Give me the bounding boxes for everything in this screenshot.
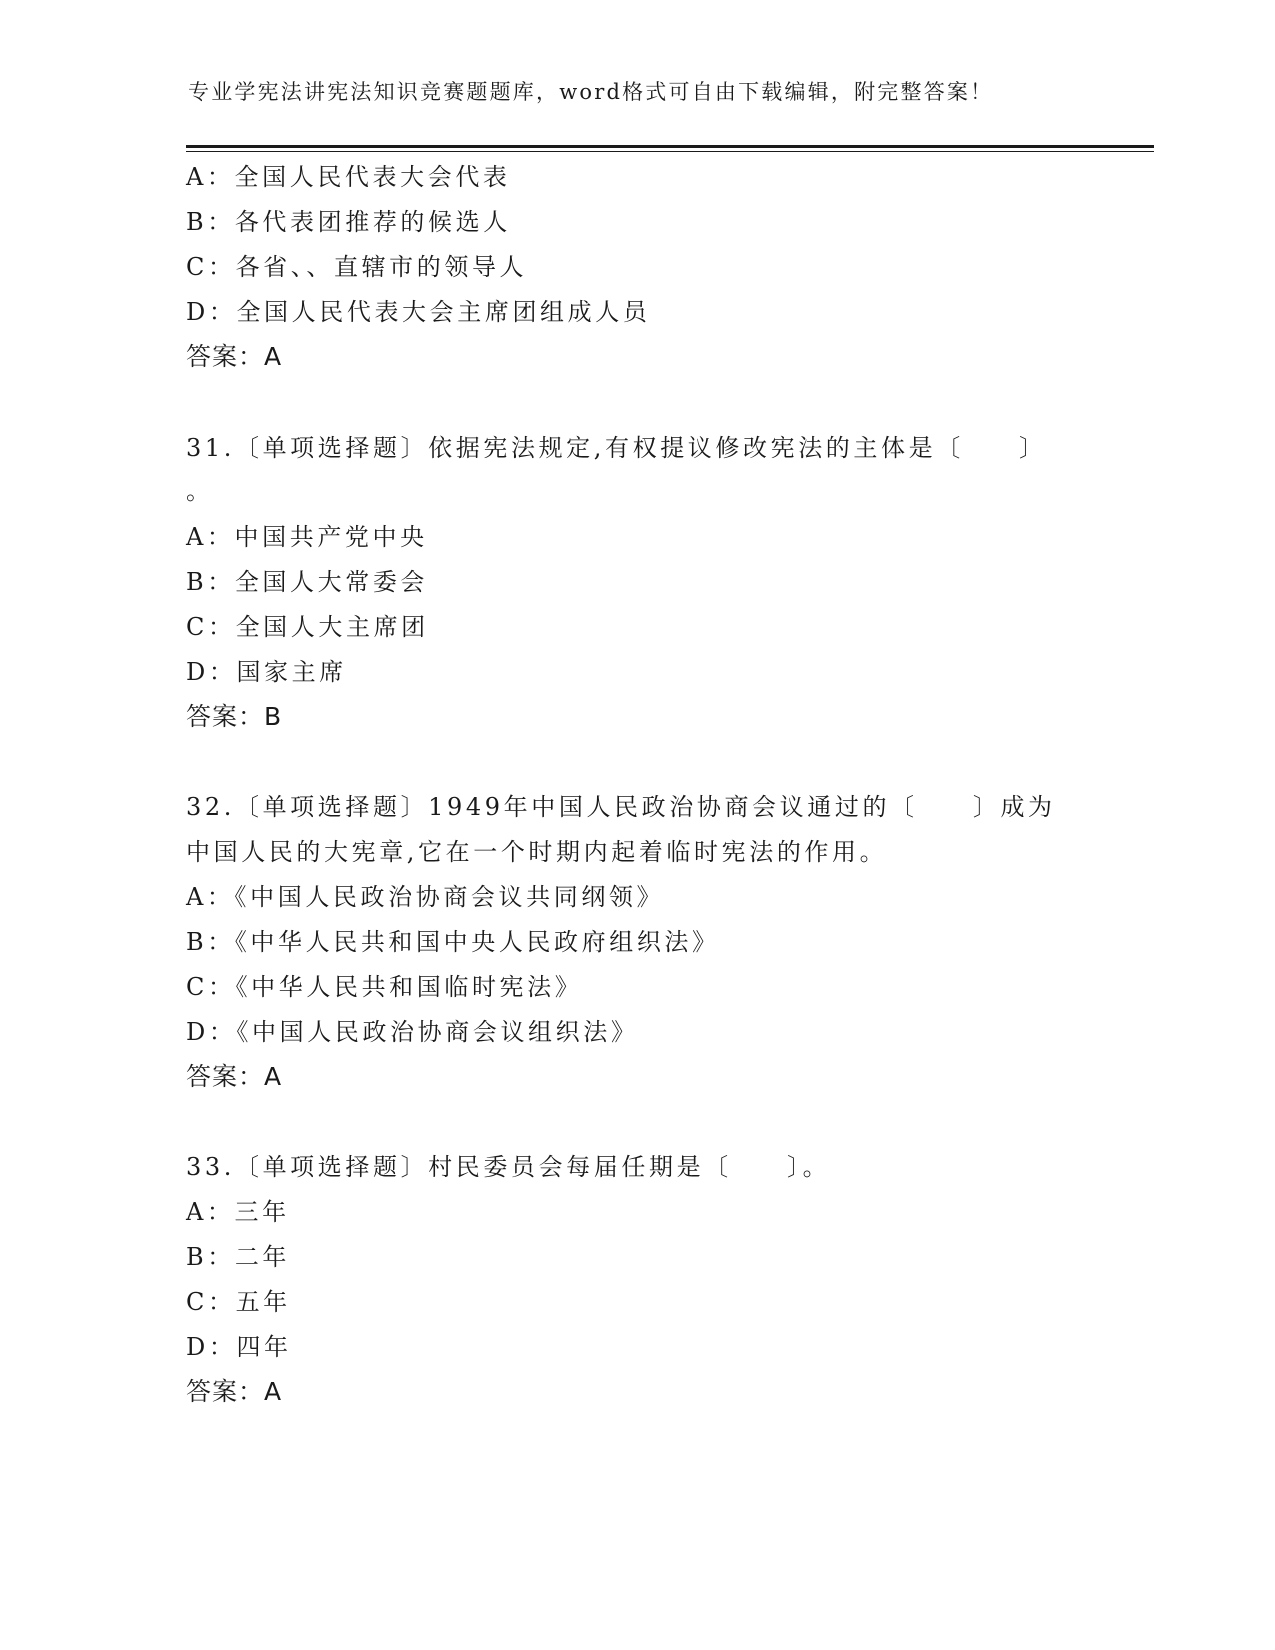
header-divider-thick <box>186 145 1154 148</box>
page-header: 专业学宪法讲宪法知识竞赛题题库，word格式可自由下载编辑，附完整答案！ <box>188 80 994 104</box>
q30-option-c: C：各省、、直辖市的领导人 <box>186 253 528 281</box>
q32-option-b: B：《中华人民共和国中央人民政府组织法》 <box>186 928 720 956</box>
q30-option-a: A：全国人民代表大会代表 <box>186 163 511 191</box>
q32-stem-line1: 32.〔单项选择题〕1949年中国人民政治协商会议通过的〔 〕成为 <box>186 793 1056 821</box>
q33-answer: 答案：A <box>186 1377 283 1406</box>
q33-option-a: A：三年 <box>186 1198 290 1226</box>
q32-option-d: D：《中国人民政治协商会议组织法》 <box>186 1018 639 1046</box>
q33-option-b: B：二年 <box>186 1243 291 1271</box>
q31-stem-line2: 。 <box>186 477 214 505</box>
q33-stem-line1: 33.〔单项选择题〕村民委员会每届任期是〔 〕。 <box>186 1153 831 1181</box>
q33-option-d: D：四年 <box>186 1333 292 1361</box>
q31-option-c: C：全国人大主席团 <box>186 613 429 641</box>
q31-option-d: D：国家主席 <box>186 658 347 686</box>
q31-option-b: B：全国人大常委会 <box>186 568 429 596</box>
q31-answer: 答案：B <box>186 702 283 731</box>
q32-option-a: A：《中国人民政治协商会议共同纲领》 <box>186 883 665 911</box>
q31-option-a: A：中国共产党中央 <box>186 523 428 551</box>
q32-answer: 答案：A <box>186 1062 283 1091</box>
q32-stem-line2: 中国人民的大宪章,它在一个时期内起着临时宪法的作用。 <box>186 838 888 866</box>
q32-option-c: C：《中华人民共和国临时宪法》 <box>186 973 583 1001</box>
q33-option-c: C：五年 <box>186 1288 291 1316</box>
q30-option-b: B：各代表团推荐的候选人 <box>186 208 511 236</box>
q31-stem-line1: 31.〔单项选择题〕依据宪法规定,有权提议修改宪法的主体是〔 〕 <box>186 434 1047 462</box>
header-divider-thin <box>186 151 1154 152</box>
q30-option-d: D：全国人民代表大会主席团组成人员 <box>186 298 651 326</box>
q30-answer: 答案：A <box>186 342 283 371</box>
